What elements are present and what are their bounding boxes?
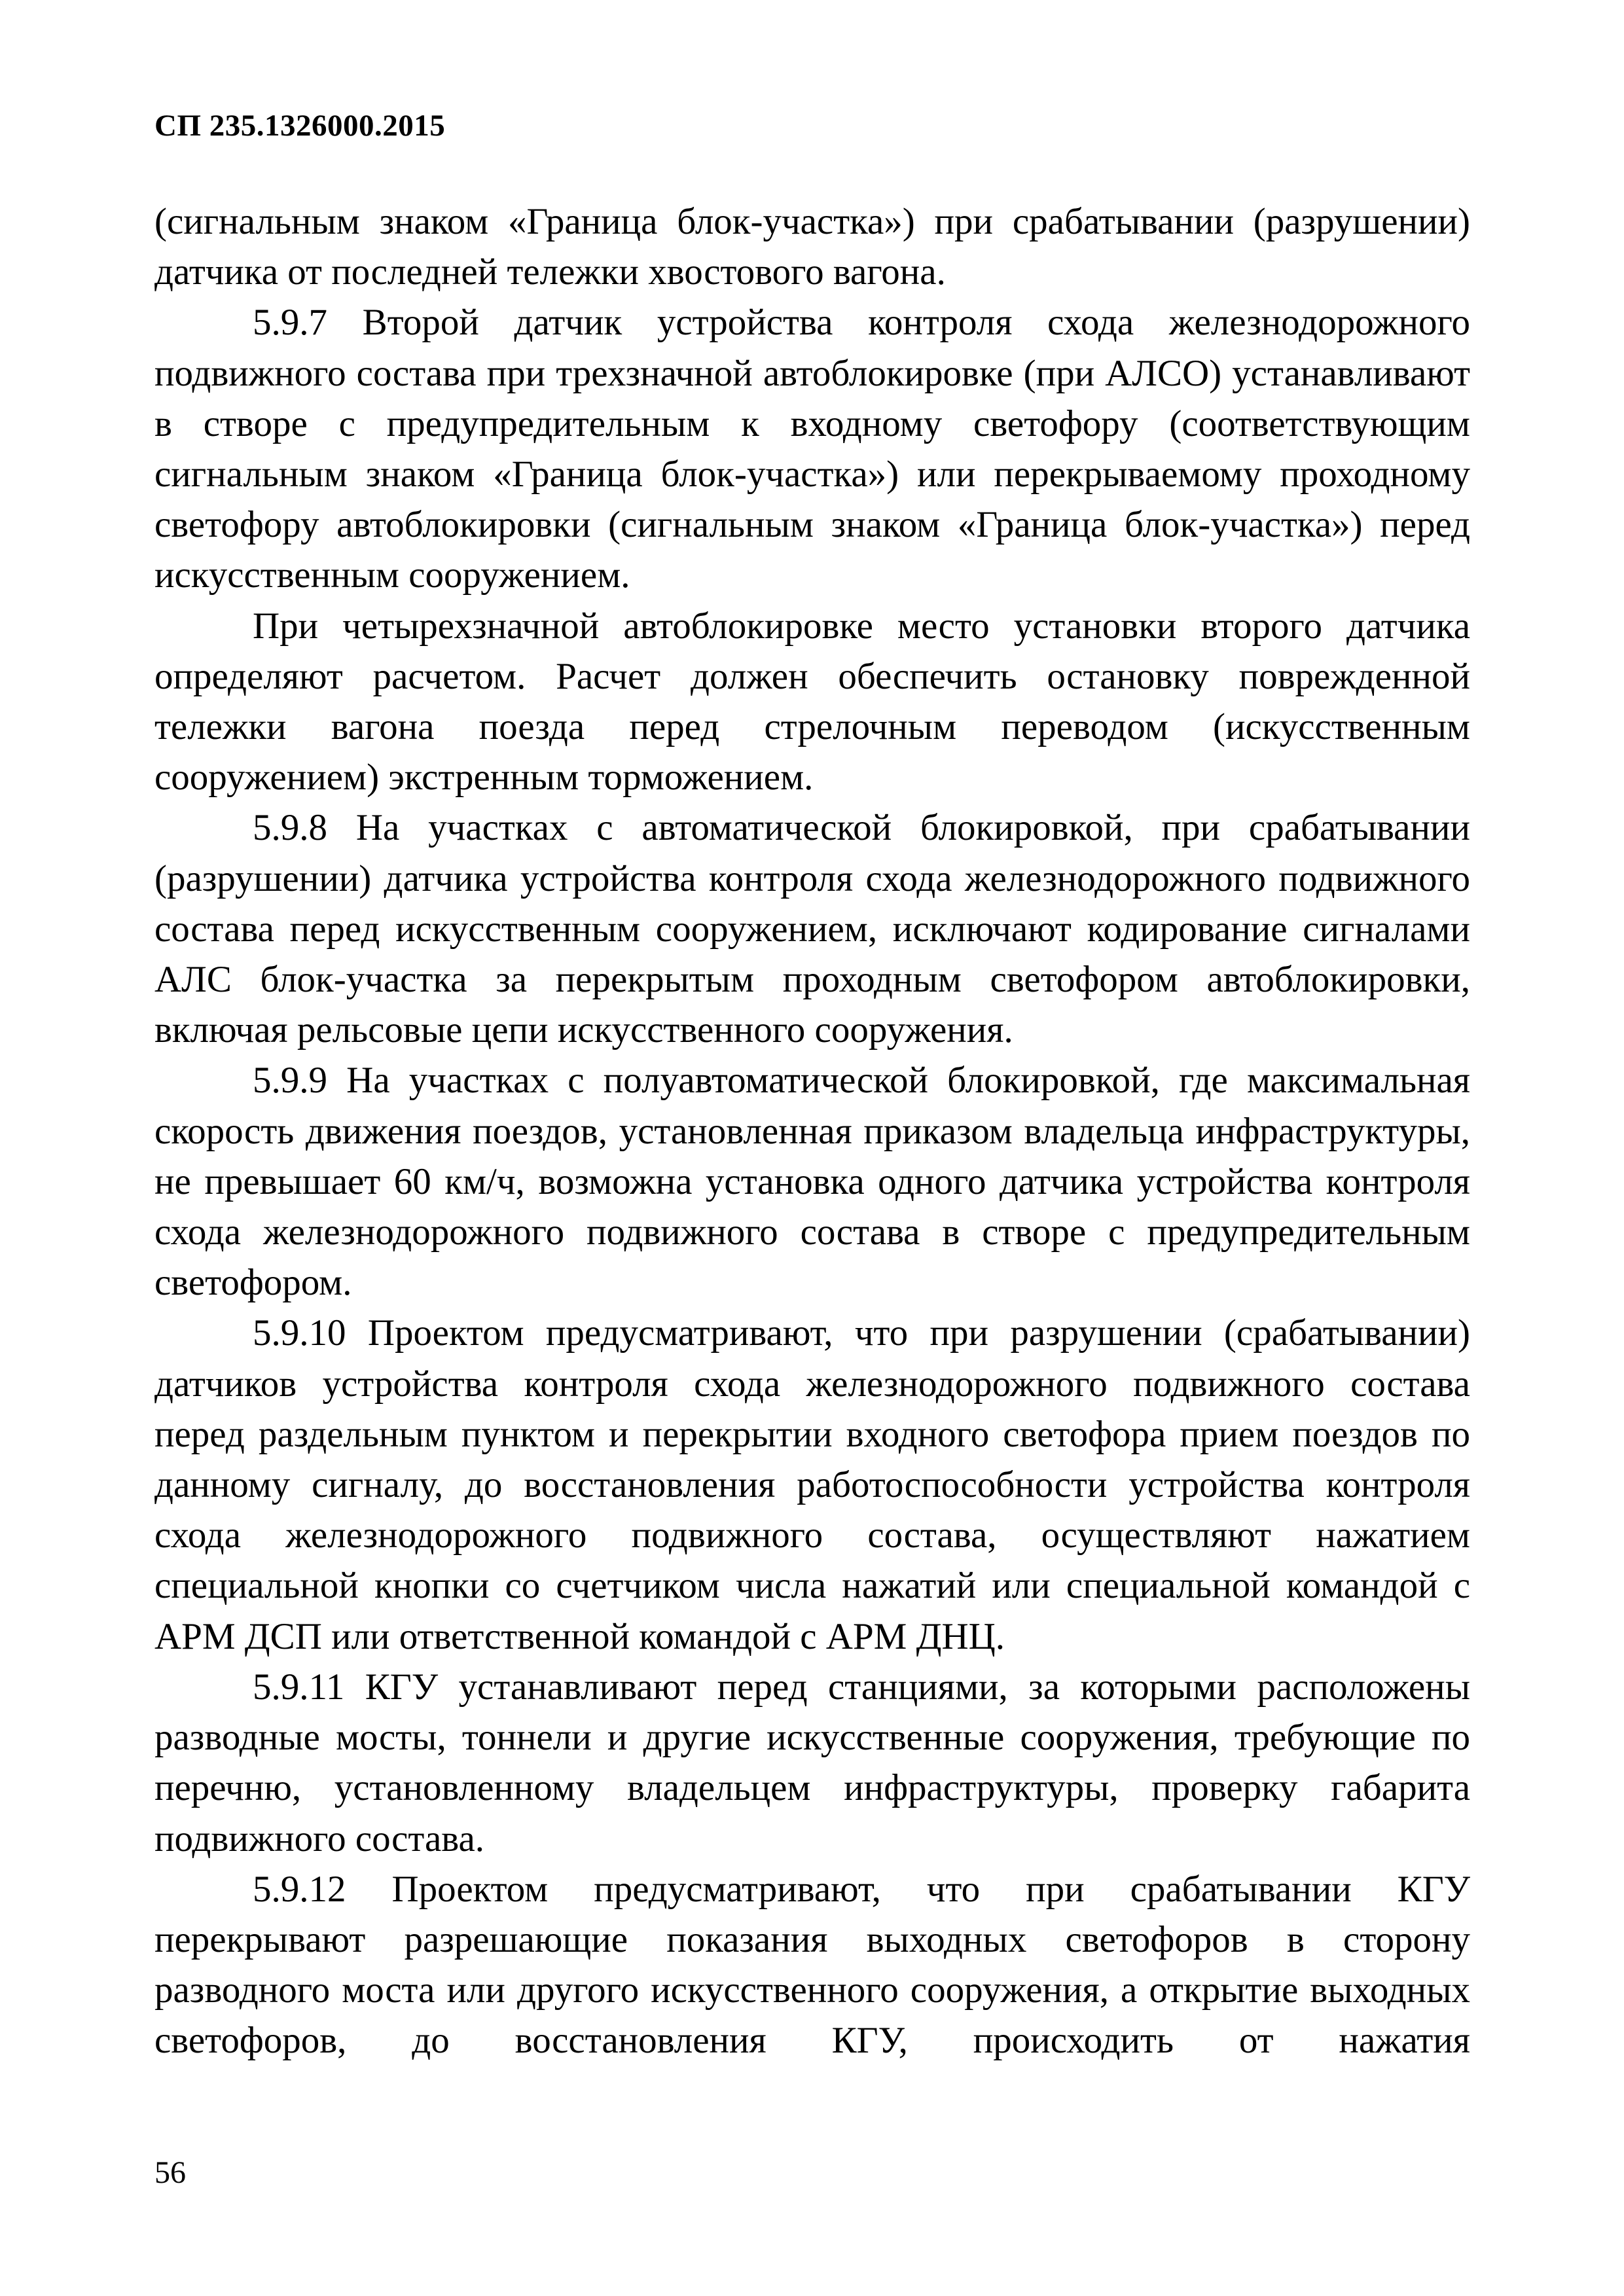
paragraph-continuation: (сигнальным знаком «Граница блок-участка») при срабатывании (разрушении) датчика от последней тележки хвостового вагона. xyxy=(154,201,1470,293)
paragraph-5-9-7: 5.9.7 Второй датчик устройства контроля схода железнодорожного подвижного состава при трехзначной автоблокировке (при АЛСО) устанавливают в створе с предупредительным к входному светофору (соответствующим сигнальным знаком «Граница блок-участка») или перекрываемому проходному светофору автоблокировки (сигнальным знаком «Граница блок-участка») перед искусственным сооружением. xyxy=(154,302,1470,596)
paragraph-four-aspect-block: При четырехзначной автоблокировке место установки второго датчика определяют расчетом. Расчет должен обеспечить остановку поврежденной тележки вагона поезда перед стрелочным переводом (искусственным сооружением) экстренным торможением. xyxy=(154,605,1470,798)
paragraph-5-9-10: 5.9.10 Проектом предусматривают, что при разрушении (срабатывании) датчиков устройства контроля схода железнодорожного подвижного состава перед раздельным пунктом и перекрытии входного светофора прием поездов по данному сигналу, до восстановления работоспособности устройства контроля схода железнодорожного подвижного состава, осуществляют нажатием специальной кнопки со счетчиком числа нажатий или специальной командой с АРМ ДСП или ответственной командой с АРМ ДНЦ. xyxy=(154,1312,1470,1657)
paragraph-5-9-8: 5.9.8 На участках с автоматической блокировкой, при срабатывании (разрушении) датчика устройства контроля схода железнодорожного подвижного состава перед искусственным сооружением, исключают кодирование сигналами АЛС блок-участка за перекрытым проходным светофором автоблокировки, включая рельсовые цепи искусственного сооружения. xyxy=(154,807,1470,1051)
page-number: 56 xyxy=(154,2155,186,2190)
paragraph-5-9-9: 5.9.9 На участках с полуавтоматической блокировкой, где максимальная скорость движения поездов, установленная приказом владельца инфраструктуры, не превышает 60 км/ч, возможна установка одного датчика устройства контроля схода железнодорожного подвижного состава в створе с предупредительным светофором. xyxy=(154,1060,1470,1304)
document-code-header: СП 235.1326000.2015 xyxy=(154,109,446,143)
paragraph-5-9-12: 5.9.12 Проектом предусматривают, что при срабатывании КГУ перекрывают разрешающие показания выходных светофоров в сторону разводного моста или другого искусственного сооружения, а открытие выходных светофоров, до восстановления КГУ, происходить от нажатия xyxy=(154,1868,1470,2062)
paragraph-5-9-11: 5.9.11 КГУ устанавливают перед станциями, за которыми расположены разводные мосты, тоннели и другие искусственные сооружения, требующие по перечню, установленному владельцем инфраструктуры, проверку габарита подвижного состава. xyxy=(154,1666,1470,1859)
document-body xyxy=(154,196,1470,2066)
